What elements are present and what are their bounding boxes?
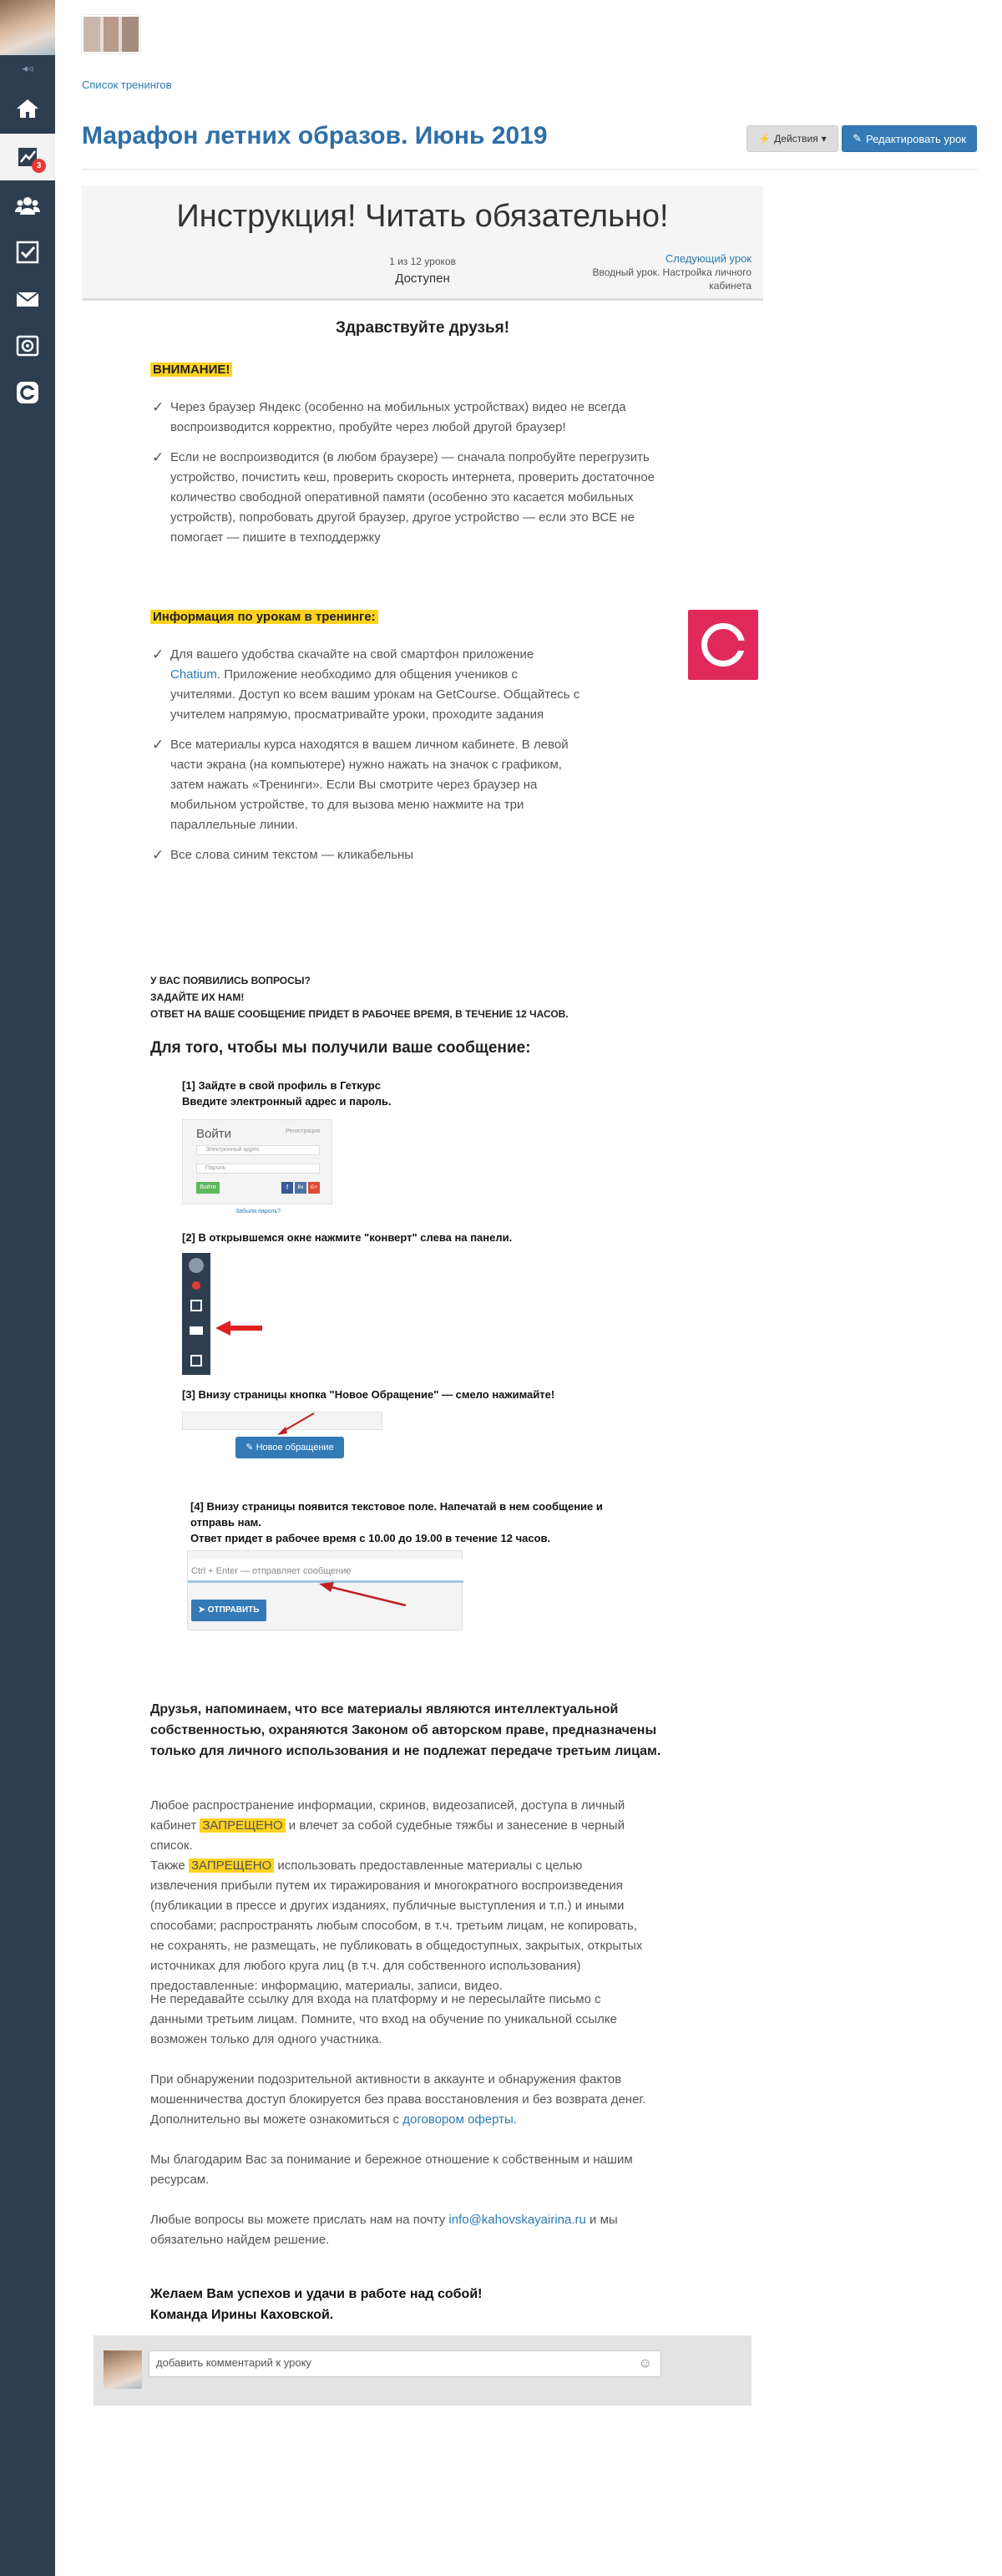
question-line: У ВАС ПОЯВИЛИСЬ ВОПРОСЫ?: [150, 975, 311, 986]
paragraph: [150, 2210, 651, 2250]
lesson-content: [82, 301, 763, 2339]
list-item: ✓ Все материалы курса находятся в вашем личном кабинете. В левой части экрана (на компьютере) нужно нажать на значок с графиком, затем нажать «Тренинги». Если Вы смотрите через браузер на мобильном устройстве, то для вызова меню нажмите на три параллельные линии.: [150, 735, 584, 835]
login-button: Войти: [196, 1182, 220, 1194]
login-register: Регистрация: [286, 1128, 320, 1134]
copyright-notice: Друзья, напоминаем, что все материалы являются интеллектуальной собственностью, охраняются Законом об авторском праве, предназначены только для личного использования и не подлежат передаче третьим лицам.: [150, 1702, 661, 1758]
vk-icon: Вк: [295, 1182, 306, 1194]
sidebar-item-home[interactable]: [0, 85, 55, 132]
step-1: [182, 1078, 392, 1109]
paragraph-text: Любые вопросы вы можете прислать нам на почту: [150, 2213, 449, 2227]
offer-link[interactable]: договором оферты: [402, 2112, 514, 2127]
next-lesson[interactable]: [584, 252, 752, 292]
new-ticket-label: Новое обращение: [256, 1443, 334, 1453]
paragraph-text: использовать предоставленные материалы с целью извлечения прибыли путем их тиражирования и многократного воспроизведения (публикации в прессе и других изданиях, публичные выступления и т.п.) и иными способами; распространять любым способом, в т.ч. третьим лицам, не копировать, не сохранять, не размещать, не публиковать в общедоступных, закрытых, открытых источниках для любого круга лиц (в т.ч. для собственного использования) предоставленные: информацию, материалы, записи, видео.: [150, 1858, 643, 1993]
forgot-password: Забыли пароль?: [235, 1209, 281, 1214]
paragraph-text: и мы обязательно найдем решение.: [150, 2213, 618, 2247]
smile-icon[interactable]: ☺: [638, 2356, 652, 2371]
warning-list: [150, 398, 685, 558]
info-text: . Приложение необходимо для общения учеников с учителями. Доступ ко всем вашим урокам на GetCourse. Общайтесь с учителем напрямую, просматривайте уроки, проходите задания: [170, 667, 580, 722]
sidebar-item-tasks[interactable]: [0, 229, 55, 276]
notification-badge: 3: [32, 159, 46, 173]
login-title: Войти: [196, 1127, 231, 1141]
chatium-link[interactable]: Chatium: [170, 667, 217, 682]
users-icon: [14, 192, 41, 219]
page-title: Марафон летних образов. Июнь 2019: [82, 122, 548, 150]
forbidden-highlight: ЗАПРЕЩЕНО: [189, 1858, 274, 1873]
badge-icon: [192, 1281, 200, 1290]
camera-icon: [190, 1355, 202, 1367]
caret-down-icon: ▾: [821, 133, 827, 145]
user-avatar[interactable]: [0, 0, 55, 55]
paragraph-text: и влечет за собой судебные тяжбы и занесение в черный список.: [150, 1818, 625, 1853]
paragraph: [150, 1796, 651, 1856]
info-text: Для вашего удобства скачайте на свой смартфон приложение: [170, 647, 534, 662]
edit-lesson-label: Редактировать урок: [865, 132, 966, 145]
warning-label: [150, 363, 232, 377]
email-link[interactable]: info@kahovskayairina.ru: [448, 2213, 586, 2227]
lesson-header: [82, 185, 763, 301]
sidebar-item-users[interactable]: [0, 182, 55, 229]
next-lesson-link[interactable]: Следующий урок: [665, 252, 752, 265]
question-line: ОТВЕТ НА ВАШЕ СООБЩЕНИЕ ПРИДЕТ В РАБОЧЕЕ ВРЕМЯ, В ТЕЧЕНИЕ 12 ЧАСОВ.: [150, 1008, 569, 1020]
paragraph: [150, 1856, 651, 1996]
training-thumbnail: [82, 15, 140, 53]
list-item: [150, 645, 584, 725]
commenter-avatar: [104, 2350, 142, 2389]
breadcrumb[interactable]: Список тренингов: [82, 79, 172, 91]
sidebar-screenshot: [182, 1253, 210, 1375]
greeting-heading: Здравствуйте друзья!: [335, 319, 510, 337]
paragraph-text: Также: [150, 1858, 189, 1873]
list-item: ✓ Через браузер Яндекс (особенно на мобильных устройствах) видео не всегда воспроизводится корректно, пробуйте через любой другой браузер!: [150, 398, 685, 438]
red-arrow-icon: [316, 1582, 407, 1607]
sidebar-item-messages[interactable]: [0, 276, 55, 322]
list-item: ✓ Все слова синим текстом — кликабельны: [150, 845, 584, 865]
comment-input[interactable]: [149, 2350, 661, 2377]
step-text: Ответ придет в рабочее время с 10.00 до 19.00 в течение 12 часов.: [190, 1532, 551, 1544]
send-label: ОТПРАВИТЬ: [207, 1605, 260, 1615]
comment-box: [94, 2335, 752, 2406]
sidebar-item-camera[interactable]: [0, 322, 55, 369]
paragraph: Не передавайте ссылку для входа на платформу и не пересылайте письмо с данными третьим лицам. Помните, что вход на обучение по уникальной ссылке возможен только для одного участника.: [150, 1992, 617, 2046]
comment-placeholder: добавить комментарий к уроку: [156, 2356, 311, 2369]
red-arrow-icon: [274, 1412, 316, 1437]
step-text: Введите электронный адрес и пароль.: [182, 1095, 392, 1108]
next-lesson-title: Вводный урок. Настройка личного кабинета: [592, 266, 752, 292]
paragraph-text: .: [513, 2112, 517, 2127]
paragraph-text: При обнаружении подозрительной активности в аккаунте и обнаружения фактов мошенничества доступ блокируется без права восстановления и без возврата денег. Дополнительно вы можете ознакомиться с: [150, 2072, 646, 2127]
edit-lesson-button[interactable]: [842, 125, 977, 152]
checkbox-icon: [14, 239, 41, 266]
collapse-sidebar-icon[interactable]: ◂◃: [22, 62, 33, 74]
sidebar: [0, 0, 55, 2576]
chart-icon: [190, 1300, 202, 1311]
sidebar-item-trainings[interactable]: [0, 134, 55, 180]
login-screenshot: [182, 1119, 332, 1214]
lesson-counter: 1 из 12 уроков: [389, 256, 456, 267]
google-icon: G+: [308, 1182, 320, 1194]
question-line: ЗАДАЙТЕ ИХ НАМ!: [150, 991, 245, 1003]
questions-block: [150, 972, 569, 1022]
paragraph-text: Любое распространение информации, скринов, видеозаписей, доступа в личный кабинет: [150, 1798, 625, 1833]
red-arrow-icon: [214, 1320, 264, 1336]
list-item: ✓ Если не воспроизводится (в любом браузере) — сначала попробуйте перегрузить устройство, почистить кеш, проверить скорость интернета, проверить достаточное количество свободной оперативной памяти (особенно это касается мобильных устройств), попробовать другой браузер, другое устройство — если это ВСЕ не помогает — пишите в техподдержку: [150, 448, 685, 548]
step-text: [4] Внизу страницы появится текстовое поле. Напечатай в нем сообщение и отправь нам.: [190, 1500, 603, 1529]
new-ticket-button: ✎ Новое обращение: [235, 1437, 344, 1458]
warning-highlight: ВНИМАНИЕ!: [150, 363, 232, 377]
info-title: [150, 610, 378, 624]
chatium-icon: [14, 379, 41, 406]
envelope-icon: [14, 286, 41, 312]
envelope-icon: [190, 1326, 203, 1335]
facebook-icon: f: [281, 1182, 293, 1194]
step-text: [1] Зайдте в свой профиль в Геткурс: [182, 1079, 381, 1092]
signature: [150, 2284, 482, 2325]
lesson-title: Инструкция! Читать обязательно!: [176, 199, 669, 234]
signature-line: Желаем Вам успехов и удачи в работе над собой!: [150, 2287, 483, 2301]
login-password-field: Пароль: [196, 1164, 320, 1174]
avatar-icon: [189, 1258, 204, 1273]
signature-line: Команда Ирины Каховской.: [150, 2308, 334, 2322]
lesson-status: Доступен: [395, 271, 450, 286]
send-button-shot: ➤ ОТПРАВИТЬ: [191, 1600, 266, 1621]
message-field: Ctrl + Enter — отправляет сообщение: [188, 1559, 463, 1583]
paragraph: Мы благодарим Вас за понимание и бережное отношение к собственным и нашим ресурсам.: [150, 2153, 633, 2187]
login-email-field: Электронный адрес: [196, 1145, 320, 1155]
bolt-icon: ⚡: [758, 133, 772, 145]
actions-button[interactable]: [746, 125, 838, 152]
chatium-logo: [688, 610, 758, 680]
main-area: [55, 0, 1002, 2576]
sidebar-item-chatium[interactable]: [0, 369, 55, 416]
edit-icon: ✎: [853, 132, 862, 145]
info-highlight: Информация по урокам в тренинге:: [150, 610, 378, 624]
divider: [82, 169, 977, 170]
step-4: [190, 1498, 641, 1546]
paragraph: [150, 2070, 651, 2130]
actions-label: Действия: [774, 133, 818, 145]
send-heading: Для того, чтобы мы получили ваше сообщение:: [150, 1039, 531, 1057]
info-list: [150, 645, 584, 875]
home-icon: [14, 95, 41, 122]
step-3: [3] Внизу страницы кнопка "Новое Обращение" — смело нажимайте!: [182, 1388, 555, 1401]
step-2: [2] В открывшемся окне нажмите "конверт" слева на панели.: [182, 1231, 513, 1244]
camera-icon: [14, 332, 41, 359]
forbidden-highlight: ЗАПРЕЩЕНО: [200, 1818, 285, 1833]
